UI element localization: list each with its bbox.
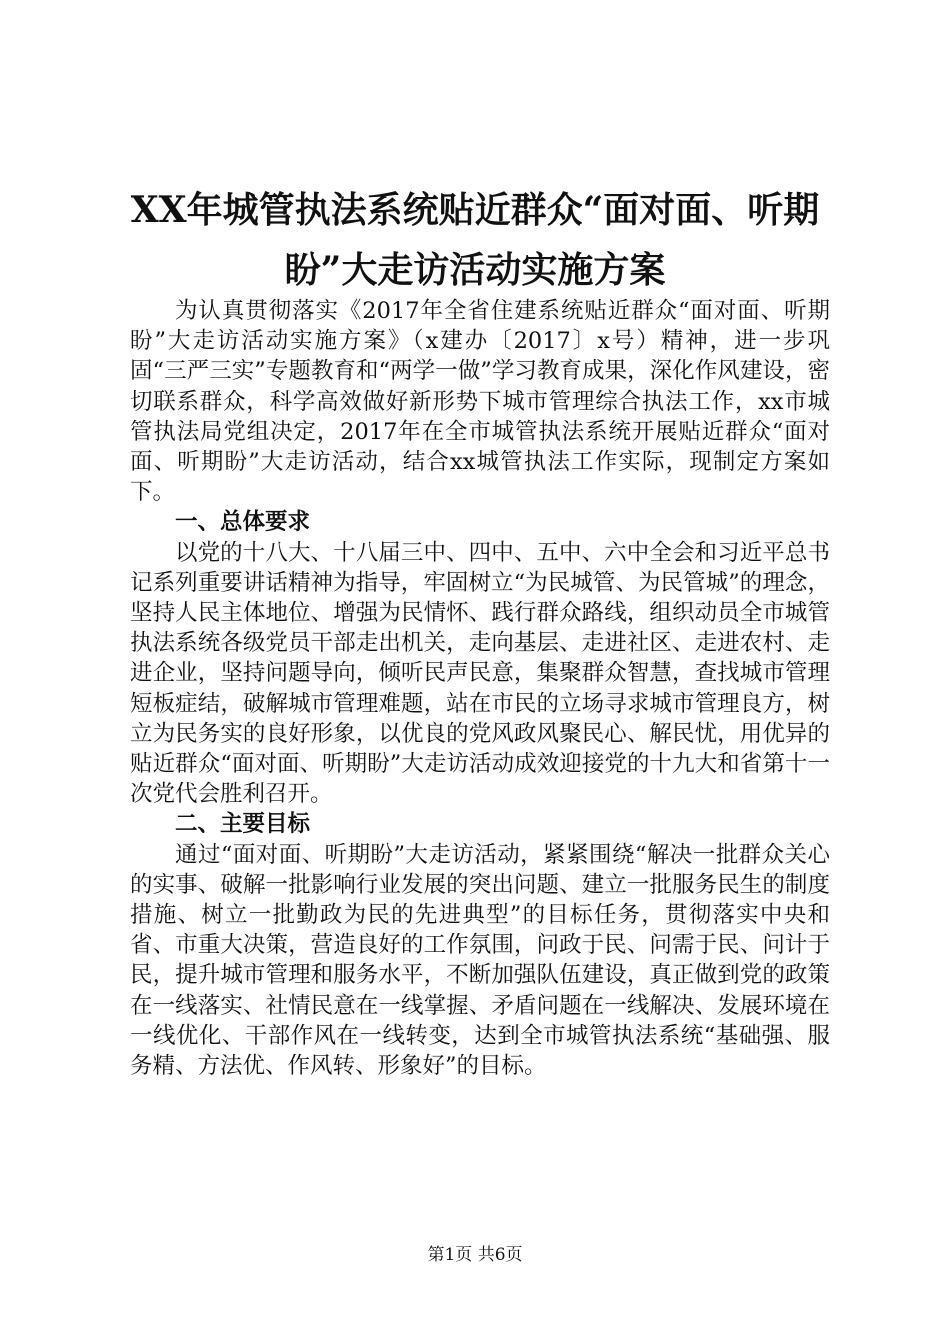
section-paragraph-general-requirements: 以党的十八大、十八届三中、四中、五中、六中全会和习近平总书记系列重要讲话精神为指导，牢固树立“为民城管、为民管城”的理念，坚持人民主体地位、增强为民情怀、践行群众路线，组织动员全市城管执法系统各级党员干部走出机关，走向基层、走进社区、走进农村、走进企业，坚持问题导向，倾听民声民意，集聚群众智慧，查找城市管理短板症结，破解城市管理难题，站在市民的立场寻求城市管理良方，树立为民务实的良好形象，以优良的党风政风聚民心、解民忧，用优异的贴近群众“面对面、听期盼”大走访活动成效迎接党的十九大和省第十一次党代会胜利召开。 bbox=[130, 539, 830, 808]
section-heading-general-requirements: 一、总体要求 bbox=[175, 509, 311, 536]
document-body bbox=[130, 296, 830, 1081]
page-number-footer: 第1页 共6页 bbox=[427, 1245, 523, 1265]
intro-paragraph: 为认真贯彻落实《2017年全省住建系统贴近群众“面对面、听期盼”大走访活动实施方案》（x建办〔2017〕x号）精神，进一步巩固“三严三实”专题教育和“两学一做”学习教育成果，深化作风建设，密切联系群众，科学高效做好新形势下城市管理综合执法工作，xx市城管执法局党组决定，2017年在全市城管执法系统开展贴近群众“面对面、听期盼”大走访活动，结合xx城管执法工作实际，现制定方案如下。 bbox=[130, 298, 830, 506]
section-paragraph-main-goals: 通过“面对面、听期盼”大走访活动，紧紧围绕“解决一批群众关心的实事、破解一批影响行业发展的突出问题、建立一批服务民生的制度措施、树立一批勤政为民的先进典型”的目标任务，贯彻落实中央和省、市重大决策，营造良好的工作氛围，问政于民、问需于民、问计于民，提升城市管理和服务水平，不断加强队伍建设，真正做到党的政策在一线落实、社情民意在一线掌握、矛盾问题在一线解决、发展环境在一线优化、干部作风在一线转变，达到全市城管执法系统“基础强、服务精、方法优、作风转、形象好”的目标。 bbox=[130, 841, 830, 1080]
document-title: XX年城管执法系统贴近群众“面对面、听期盼”大走访活动实施方案 bbox=[130, 189, 820, 291]
section-heading-main-goals: 二、主要目标 bbox=[175, 811, 311, 838]
